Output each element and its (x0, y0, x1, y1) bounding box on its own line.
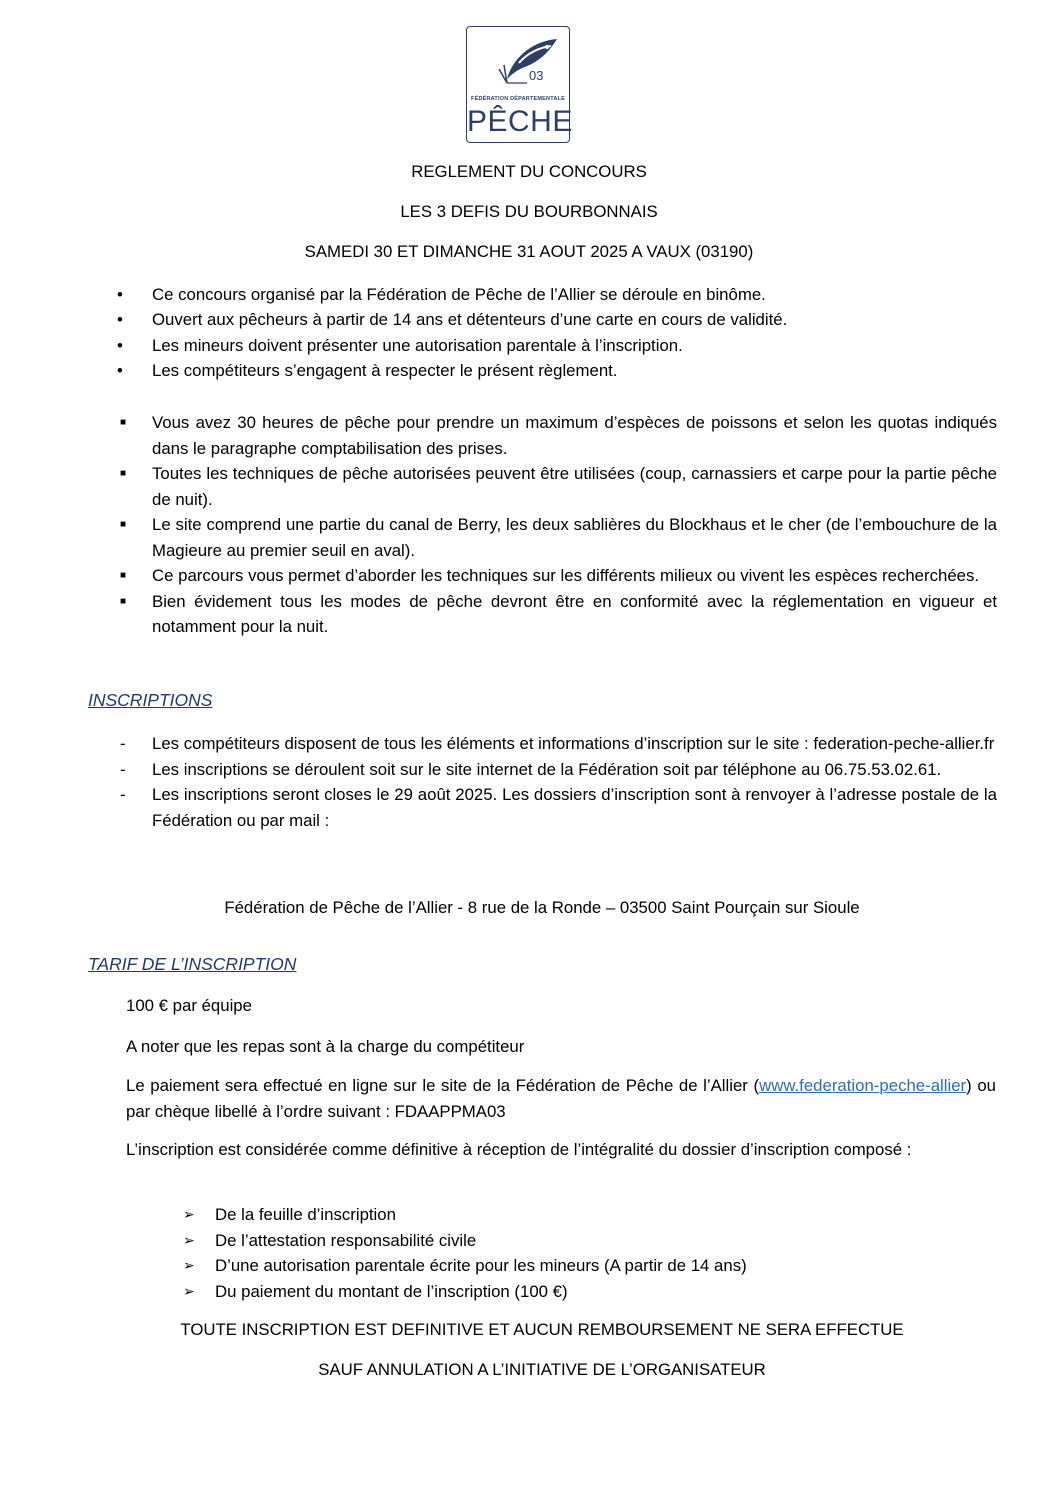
list-item: ➢ De la feuille d’inscription (183, 1202, 983, 1228)
list-item: • Les compétiteurs s’engagent à respecter le présent règlement. (117, 358, 997, 383)
list-item: ➢ D’une autorisation parentale écrite pour les mineurs (A partir de 14 ans) (183, 1253, 983, 1279)
doc-date: SAMEDI 30 ET DIMANCHE 31 AOUT 2025 A VAUX (03190) (304, 242, 754, 261)
inscriptions-list (117, 731, 997, 833)
dash-bullet-icon: - (120, 785, 126, 804)
rules-list (117, 410, 997, 640)
list-item: ➢ De l’attestation responsabilité civile (183, 1228, 983, 1254)
arrow-bullet-icon: ➢ (183, 1231, 195, 1248)
list-item: ■ Bien évidement tous les modes de pêche devront être en conformité avec la réglementation en vigueur et notamment pour la nuit. (117, 589, 997, 640)
list-item: • Ouvert aux pêcheurs à partir de 14 ans et détenteurs d’une carte en cours de validité. (117, 307, 997, 332)
doc-subtitle: LES 3 DEFIS DU BOURBONNAIS (400, 202, 658, 221)
federation-logo (466, 26, 573, 143)
square-bullet-icon: ■ (120, 519, 127, 530)
price-text: 100 € par équipe (126, 996, 252, 1015)
documents-list (183, 1202, 983, 1304)
list-item: ■ Vous avez 30 heures de pêche pour prendre un maximum d’espèces de poissons et selon les quotas indiqués dans le paragraphe comptabilisation des prises. (117, 410, 997, 461)
cancellation-notice: SAUF ANNULATION A L’INITIATIVE DE L’ORGANISATEUR (318, 1360, 766, 1379)
logo-subtitle: FÉDÉRATION DÉPARTEMENTALE (471, 96, 565, 102)
square-bullet-icon: ■ (120, 595, 127, 607)
list-item: • Les mineurs doivent présenter une autorisation parentale à l’inscription. (117, 333, 997, 358)
list-item: - Les compétiteurs disposent de tous les éléments et informations d’inscription sur le site : federation-peche-allier.fr (117, 731, 997, 757)
bullet-icon: • (117, 310, 123, 330)
list-item: ➢ Du paiement du montant de l’inscription (100 €) (183, 1279, 983, 1305)
list-item: ■ Le site comprend une partie du canal de Berry, les deux sablières du Blockhaus et le cher (de l’embouchure de la Magieure au premier seuil en aval). (117, 512, 997, 563)
logo-title: PÊCHE (467, 105, 573, 138)
inscriptions-heading: INSCRIPTIONS (88, 690, 213, 710)
arrow-bullet-icon: ➢ (183, 1206, 195, 1222)
list-item: • Ce concours organisé par la Fédération de Pêche de l’Allier se déroule en binôme. (117, 282, 997, 307)
payment-text: Le paiement sera effectué en ligne sur le site de la Fédération de Pêche de l’Allier (www.federation-peche-allier) ou par chèque libellé à l’ordre suivant : FDAAPPMA03 (126, 1076, 997, 1121)
arrow-bullet-icon: ➢ (183, 1282, 195, 1299)
list-item: ■ Ce parcours vous permet d’aborder les techniques sur les différents milieux ou vivent les espèces recherchées. (117, 563, 997, 589)
bullet-icon: • (117, 285, 123, 304)
list-item: - Les inscriptions seront closes le 29 août 2025. Les dossiers d’inscription sont à renvoyer à l’adresse postale de la Fédération ou par mail : (117, 782, 997, 833)
meals-text: A noter que les repas sont à la charge du compétiteur (126, 1037, 525, 1056)
dash-bullet-icon: - (120, 759, 126, 779)
square-bullet-icon: ■ (120, 417, 127, 428)
federation-address: Fédération de Pêche de l’Allier - 8 rue de la Ronde – 03500 Saint Pourçain sur Sioule (224, 898, 860, 917)
logo-number: 03 (529, 68, 544, 83)
bullet-icon: • (117, 360, 123, 380)
definitive-text: L’inscription est considérée comme définitive à réception de l’intégralité du dossier d’inscription composé : (126, 1140, 912, 1159)
square-bullet-icon: ■ (120, 468, 127, 479)
no-refund-notice: TOUTE INSCRIPTION EST DEFINITIVE ET AUCUN REMBOURSEMENT NE SERA EFFECTUE (180, 1320, 904, 1339)
bullet-icon: • (117, 335, 123, 355)
arrow-bullet-icon: ➢ (183, 1257, 195, 1273)
list-item: - Les inscriptions se déroulent soit sur le site internet de la Fédération soit par téléphone au 06.75.53.02.61. (117, 757, 997, 783)
federation-website-link[interactable]: www.federation-peche-allier (759, 1076, 967, 1095)
dash-bullet-icon: - (120, 734, 126, 753)
tarif-heading: TARIF DE L’INSCRIPTION (88, 954, 297, 974)
doc-title: REGLEMENT DU CONCOURS (411, 162, 647, 181)
list-item: ■ Toutes les techniques de pêche autorisées peuvent être utilisées (coup, carnassiers et carpe pour la partie pêche de nuit). (117, 461, 997, 512)
intro-list (117, 282, 997, 383)
square-bullet-icon: ■ (120, 570, 127, 581)
